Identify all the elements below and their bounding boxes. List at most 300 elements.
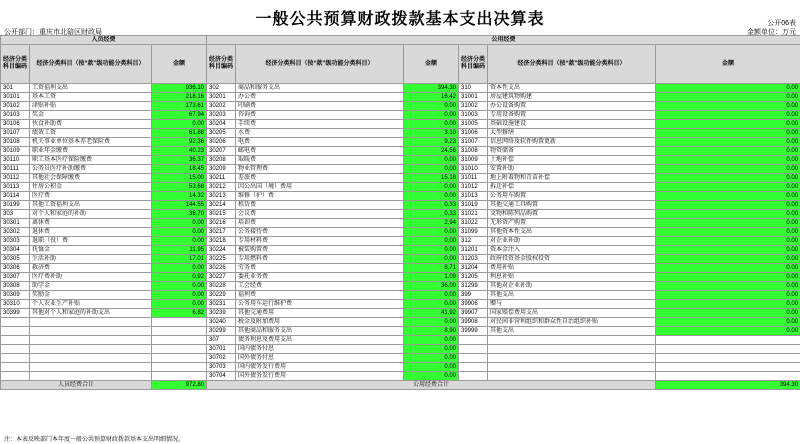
- cell-code: 31203: [459, 255, 488, 264]
- cell-code: 31099: [459, 228, 488, 237]
- cell-amount: 0.00: [152, 300, 207, 309]
- cell-code: 30703: [207, 363, 236, 372]
- report-title: 一般公共预算财政拨款基本支出决算表: [255, 11, 545, 28]
- cell-name: [488, 345, 656, 354]
- cell-code: 30108: [1, 138, 30, 147]
- cell-name: 取暖费: [236, 156, 404, 165]
- cell-amount: 0.00: [656, 210, 800, 219]
- cell-name: 公务接待费: [236, 228, 404, 237]
- cell-code: 30214: [207, 201, 236, 210]
- table-row: [1, 156, 800, 165]
- cell-name: 抚恤金: [30, 246, 152, 255]
- cell-code: 31002: [459, 102, 488, 111]
- cell-code: 31003: [459, 111, 488, 120]
- cell-name: 会议费: [236, 210, 404, 219]
- cell-amount: [152, 336, 207, 345]
- cell-amount: 0.00: [404, 255, 459, 264]
- cell-name: 医疗费: [30, 192, 152, 201]
- cell-name: 物资储备: [488, 147, 656, 156]
- cell-name: [30, 372, 152, 381]
- cell-code: 30303: [1, 237, 30, 246]
- cell-code: 30301: [1, 219, 30, 228]
- cell-code: 30203: [207, 111, 236, 120]
- cell-amount: [656, 336, 800, 345]
- cell-amount: 0.00: [404, 192, 459, 201]
- cell-name: 水费: [236, 129, 404, 138]
- column-header-amount: 金额: [404, 45, 459, 84]
- cell-code: 30226: [207, 264, 236, 273]
- cell-code: [459, 363, 488, 372]
- cell-name: 退职（役）费: [30, 237, 152, 246]
- expenditure-table: [0, 35, 800, 390]
- table-row: [1, 183, 800, 192]
- cell-amount: 0.00: [656, 264, 800, 273]
- cell-name: 专用燃料费: [236, 255, 404, 264]
- cell-name: 伙食补助费: [30, 120, 152, 129]
- cell-code: 30225: [207, 255, 236, 264]
- table-row: [1, 363, 800, 372]
- cell-name: 委托业务费: [236, 273, 404, 282]
- table-row: [1, 111, 800, 120]
- cell-name: 基础设施建设: [488, 120, 656, 129]
- cell-code: 30229: [207, 291, 236, 300]
- cell-code: 31009: [459, 156, 488, 165]
- cell-code: 30201: [207, 93, 236, 102]
- table-row: [1, 273, 800, 282]
- cell-name: 其他工资福利支出: [30, 201, 152, 210]
- cell-amount: 0.00: [656, 228, 800, 237]
- table-row: [1, 246, 800, 255]
- table-row: [1, 237, 800, 246]
- cell-amount: 0.00: [656, 327, 800, 336]
- cell-code: 30701: [207, 345, 236, 354]
- personnel-header: 人员经费: [1, 36, 207, 45]
- cell-code: 31008: [459, 147, 488, 156]
- table-row: [1, 120, 800, 129]
- footnote: 注：本表反映部门本年度一般公共预算财政拨款基本支出明细情况。: [4, 437, 185, 443]
- table-row: [1, 228, 800, 237]
- cell-name: 国内债务发行费用: [236, 363, 404, 372]
- cell-code: 31013: [459, 192, 488, 201]
- table-row: [1, 318, 800, 327]
- cell-name: 住房公积金: [30, 183, 152, 192]
- cell-amount: 0.00: [656, 174, 800, 183]
- cell-name: 印刷费: [236, 102, 404, 111]
- cell-code: [459, 354, 488, 363]
- cell-name: 拆迁补偿: [488, 183, 656, 192]
- cell-amount: [656, 372, 800, 381]
- cell-code: 30206: [207, 138, 236, 147]
- cell-name: [30, 354, 152, 363]
- cell-code: 30302: [1, 228, 30, 237]
- cell-amount: 0.00: [404, 336, 459, 345]
- cell-name: 对个人和家庭的补助: [30, 210, 152, 219]
- column-header-name: 经济分类科目（按“款”级功能分类科目）: [236, 45, 404, 84]
- cell-code: 30109: [1, 147, 30, 156]
- table-row: [1, 282, 800, 291]
- cell-amount: 0.00: [656, 120, 800, 129]
- cell-name: [30, 345, 152, 354]
- table-row: [1, 255, 800, 264]
- cell-name: [30, 363, 152, 372]
- cell-amount: 0.00: [656, 111, 800, 120]
- cell-amount: 6.82: [152, 309, 207, 318]
- cell-code: 31021: [459, 210, 488, 219]
- total-personnel-label: 人员经费合计: [1, 381, 152, 390]
- table-row: [1, 210, 800, 219]
- cell-amount: 0.00: [404, 165, 459, 174]
- cell-code: 30111: [1, 165, 30, 174]
- cell-code: 30227: [207, 273, 236, 282]
- cell-code: 30231: [207, 300, 236, 309]
- cell-name: 医疗费补助: [30, 273, 152, 282]
- cell-amount: 144.55: [152, 201, 207, 210]
- cell-name: 专用设备购置: [488, 111, 656, 120]
- cell-name: [30, 327, 152, 336]
- cell-name: 公务用车运行维护费: [236, 300, 404, 309]
- cell-code: 30112: [1, 174, 30, 183]
- cell-code: 31299: [459, 282, 488, 291]
- table-row: [1, 174, 800, 183]
- cell-code: 30299: [207, 327, 236, 336]
- cell-name: 房屋建筑物购建: [488, 93, 656, 102]
- cell-name: 信息网络及软件购置更新: [488, 138, 656, 147]
- table-row: [1, 129, 800, 138]
- cell-amount: 92.36: [152, 138, 207, 147]
- table-row: [1, 192, 800, 201]
- cell-code: 31010: [459, 165, 488, 174]
- total-row: [1, 381, 800, 390]
- cell-name: 国外债务付息: [236, 354, 404, 363]
- cell-amount: 0.00: [152, 282, 207, 291]
- cell-name: 办公设备购置: [488, 102, 656, 111]
- cell-code: 31006: [459, 129, 488, 138]
- cell-name: 地上附着物和青苗补偿: [488, 174, 656, 183]
- cell-code: 30702: [207, 354, 236, 363]
- cell-code: 30399: [1, 309, 30, 318]
- cell-code: 30102: [1, 102, 30, 111]
- cell-code: 303: [1, 210, 30, 219]
- cell-name: 国内债务付息: [236, 345, 404, 354]
- total-public-label: 公用经费合计: [207, 381, 656, 390]
- cell-amount: 0.00: [404, 228, 459, 237]
- cell-code: 30215: [207, 210, 236, 219]
- cell-amount: 173.61: [152, 102, 207, 111]
- cell-amount: 0.00: [656, 255, 800, 264]
- cell-code: 39907: [459, 309, 488, 318]
- table-row: [1, 84, 800, 93]
- cell-code: 30240: [207, 318, 236, 327]
- column-header-amount: 金额: [656, 45, 800, 84]
- cell-name: 维修（护）费: [236, 192, 404, 201]
- cell-name: 对民间非营利组织和群众性自治组织补贴: [488, 318, 656, 327]
- cell-name: 邮电费: [236, 147, 404, 156]
- department-label: 公开部门：重庆市北碚区财政局: [4, 29, 102, 36]
- cell-name: 资本性支出: [488, 84, 656, 93]
- cell-code: 301: [1, 84, 30, 93]
- total-public-value: 394.30: [656, 381, 800, 390]
- cell-amount: [152, 354, 207, 363]
- cell-name: 公务员医疗补助缴费: [30, 165, 152, 174]
- cell-code: [1, 345, 30, 354]
- cell-name: 资本金注入: [488, 246, 656, 255]
- cell-code: 31204: [459, 264, 488, 273]
- cell-name: 无形资产购置: [488, 219, 656, 228]
- cell-name: 个人农业生产补贴: [30, 300, 152, 309]
- cell-code: 30202: [207, 102, 236, 111]
- cell-name: 奖励金: [30, 291, 152, 300]
- table-row: [1, 201, 800, 210]
- cell-name: 救济费: [30, 264, 152, 273]
- table-row: [1, 300, 800, 309]
- table-row: [1, 165, 800, 174]
- cell-name: 赠与: [488, 300, 656, 309]
- cell-code: 30224: [207, 246, 236, 255]
- cell-amount: 0.00: [404, 156, 459, 165]
- cell-amount: [152, 372, 207, 381]
- cell-name: 文物和陈列品购置: [488, 210, 656, 219]
- cell-code: 30208: [207, 156, 236, 165]
- form-number: 公开06表: [767, 20, 796, 27]
- cell-code: 30218: [207, 237, 236, 246]
- cell-name: 其他对企业补助: [488, 282, 656, 291]
- table-row: [1, 219, 800, 228]
- cell-code: [1, 336, 30, 345]
- cell-name: [488, 354, 656, 363]
- cell-code: 39999: [459, 327, 488, 336]
- cell-amount: 394.30: [404, 84, 459, 93]
- cell-name: 绩效工资: [30, 129, 152, 138]
- table-row: [1, 327, 800, 336]
- cell-name: 其他资本性支出: [488, 228, 656, 237]
- cell-amount: 8.71: [404, 264, 459, 273]
- cell-code: 30309: [1, 291, 30, 300]
- cell-name: 税金及附加费用: [236, 318, 404, 327]
- table-row: [1, 291, 800, 300]
- cell-code: [459, 372, 488, 381]
- cell-name: 福利费: [236, 291, 404, 300]
- cell-amount: 0.00: [404, 120, 459, 129]
- column-header-amount: 金额: [152, 45, 207, 84]
- cell-name: 机关事业单位基本养老保险费: [30, 138, 152, 147]
- cell-amount: 16.42: [404, 93, 459, 102]
- cell-code: 31001: [459, 93, 488, 102]
- cell-name: 其他商品和服务支出: [236, 327, 404, 336]
- cell-amount: 53.68: [152, 183, 207, 192]
- cell-amount: 0.00: [656, 102, 800, 111]
- cell-name: 债务利息及费用支出: [236, 336, 404, 345]
- cell-amount: 2.94: [404, 219, 459, 228]
- cell-amount: 36.70: [152, 210, 207, 219]
- cell-amount: [656, 345, 800, 354]
- cell-amount: 0.00: [656, 201, 800, 210]
- cell-code: 31012: [459, 183, 488, 192]
- total-personnel-value: 972.80: [152, 381, 207, 390]
- cell-amount: 61.88: [152, 129, 207, 138]
- cell-code: 31005: [459, 120, 488, 129]
- cell-name: 其他支出: [488, 327, 656, 336]
- cell-amount: 0.00: [656, 273, 800, 282]
- cell-name: 因公出国（境）费用: [236, 183, 404, 192]
- table-row: [1, 147, 800, 156]
- cell-code: 30205: [207, 129, 236, 138]
- public-header: 公用经费: [207, 36, 800, 45]
- cell-name: 职业年金缴费: [30, 147, 152, 156]
- cell-amount: 36.00: [404, 282, 459, 291]
- cell-code: 39908: [459, 318, 488, 327]
- cell-amount: 0.00: [656, 300, 800, 309]
- table-row: [1, 336, 800, 345]
- column-header-name: 经济分类科目（按“款”级功能分类科目）: [30, 45, 152, 84]
- cell-name: 职工基本医疗保险缴费: [30, 156, 152, 165]
- cell-name: 工资福利支出: [30, 84, 152, 93]
- cell-amount: 40.23: [152, 147, 207, 156]
- table-row: [1, 345, 800, 354]
- cell-name: 对企业补助: [488, 237, 656, 246]
- table-row: [1, 372, 800, 381]
- cell-name: 退休费: [30, 228, 152, 237]
- cell-code: 307: [207, 336, 236, 345]
- cell-code: 302: [207, 84, 236, 93]
- cell-code: 30209: [207, 165, 236, 174]
- cell-name: 国外债务发行费用: [236, 372, 404, 381]
- cell-code: 31019: [459, 201, 488, 210]
- column-header-code: 经济分类科目编码: [1, 45, 30, 84]
- cell-amount: 0.00: [404, 300, 459, 309]
- cell-code: 30113: [1, 183, 30, 192]
- table-row: [1, 264, 800, 273]
- cell-code: 30228: [207, 282, 236, 291]
- cell-name: 培训费: [236, 219, 404, 228]
- cell-amount: 0.00: [152, 264, 207, 273]
- cell-name: 国家赔偿费用支出: [488, 309, 656, 318]
- cell-amount: 0.00: [656, 93, 800, 102]
- column-header-code: 经济分类科目编码: [207, 45, 236, 84]
- cell-name: 其他支出: [488, 291, 656, 300]
- cell-amount: 24.56: [404, 147, 459, 156]
- cell-amount: [152, 318, 207, 327]
- cell-amount: 0.00: [404, 237, 459, 246]
- cell-code: [1, 372, 30, 381]
- cell-amount: 0.00: [656, 156, 800, 165]
- cell-amount: 0.00: [656, 192, 800, 201]
- cell-name: [488, 372, 656, 381]
- cell-code: 30213: [207, 192, 236, 201]
- cell-amount: [656, 354, 800, 363]
- cell-code: 30103: [1, 111, 30, 120]
- cell-amount: 0.00: [404, 363, 459, 372]
- cell-amount: 0.00: [656, 246, 800, 255]
- cell-amount: 0.00: [404, 111, 459, 120]
- cell-amount: 0.00: [656, 309, 800, 318]
- cell-name: 劳务费: [236, 264, 404, 273]
- table-row: [1, 354, 800, 363]
- cell-name: 离休费: [30, 219, 152, 228]
- cell-code: 31205: [459, 273, 488, 282]
- cell-amount: 0.00: [656, 291, 800, 300]
- cell-amount: 0.00: [152, 120, 207, 129]
- cell-code: 39906: [459, 300, 488, 309]
- cell-code: 31022: [459, 219, 488, 228]
- table-row: [1, 93, 800, 102]
- cell-amount: 0.00: [404, 372, 459, 381]
- cell-code: 31007: [459, 138, 488, 147]
- cell-name: 商品和服务支出: [236, 84, 404, 93]
- cell-code: 30310: [1, 300, 30, 309]
- cell-name: 办公费: [236, 93, 404, 102]
- table-row: [1, 102, 800, 111]
- cell-name: 手续费: [236, 120, 404, 129]
- cell-amount: 0.00: [656, 219, 800, 228]
- cell-code: 30106: [1, 120, 30, 129]
- cell-amount: 0.00: [656, 138, 800, 147]
- cell-code: [1, 363, 30, 372]
- cell-amount: 0.00: [152, 219, 207, 228]
- cell-amount: 67.94: [152, 111, 207, 120]
- cell-code: 30304: [1, 246, 30, 255]
- cell-name: 其他交通费用: [236, 309, 404, 318]
- table-row: [1, 309, 800, 318]
- cell-amount: [152, 363, 207, 372]
- cell-code: 312: [459, 237, 488, 246]
- cell-amount: [152, 327, 207, 336]
- cell-name: [30, 318, 152, 327]
- cell-name: 基本工资: [30, 93, 152, 102]
- table-row: [1, 138, 800, 147]
- cell-code: 30107: [1, 129, 30, 138]
- cell-amount: 0.00: [404, 246, 459, 255]
- cell-name: 生活补助: [30, 255, 152, 264]
- cell-code: 30217: [207, 228, 236, 237]
- cell-amount: 0.00: [656, 147, 800, 156]
- cell-name: 土地补偿: [488, 156, 656, 165]
- cell-amount: 0.00: [656, 84, 800, 93]
- cell-name: 其他交通工具购置: [488, 201, 656, 210]
- cell-code: [459, 336, 488, 345]
- cell-amount: 0.00: [656, 183, 800, 192]
- cell-name: 电费: [236, 138, 404, 147]
- cell-amount: 0.00: [404, 318, 459, 327]
- cell-name: 助学金: [30, 282, 152, 291]
- cell-code: [1, 354, 30, 363]
- cell-name: 工会经费: [236, 282, 404, 291]
- cell-name: 专用材料费: [236, 237, 404, 246]
- cell-code: 30199: [1, 201, 30, 210]
- cell-name: 津贴补贴: [30, 102, 152, 111]
- cell-code: 31201: [459, 246, 488, 255]
- cell-amount: 218.16: [152, 93, 207, 102]
- cell-name: 差旅费: [236, 174, 404, 183]
- cell-name: 物业管理费: [236, 165, 404, 174]
- cell-code: 30211: [207, 174, 236, 183]
- cell-name: 奖金: [30, 111, 152, 120]
- cell-code: 31011: [459, 174, 488, 183]
- cell-name: [488, 336, 656, 345]
- cell-code: 30704: [207, 372, 236, 381]
- cell-code: [1, 327, 30, 336]
- cell-amount: [656, 363, 800, 372]
- cell-amount: 0.00: [656, 237, 800, 246]
- cell-amount: [152, 345, 207, 354]
- cell-code: 30212: [207, 183, 236, 192]
- cell-code: 30207: [207, 147, 236, 156]
- cell-amount: 11.95: [152, 246, 207, 255]
- cell-amount: 0.00: [152, 237, 207, 246]
- cell-name: 安置补助: [488, 165, 656, 174]
- cell-amount: 0.33: [404, 210, 459, 219]
- cell-amount: 15.00: [152, 174, 207, 183]
- cell-name: 被装购置费: [236, 246, 404, 255]
